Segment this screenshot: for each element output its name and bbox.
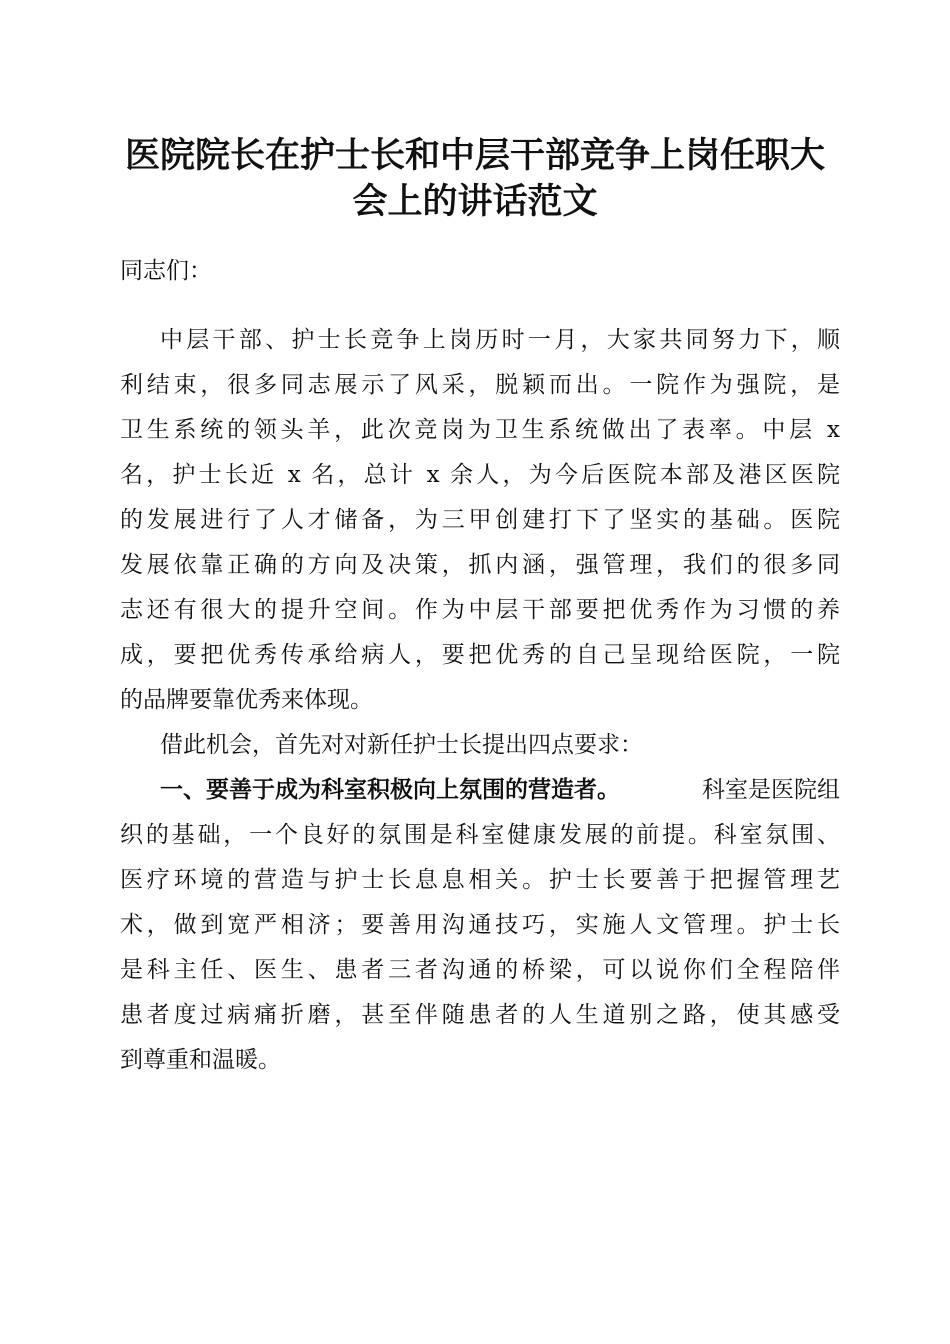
document-title-line-2: 会上的讲话范文: [352, 181, 598, 222]
paragraph-1-line: 发展依靠正确的方向及决策，抓内涵，强管理，我们的很多同: [120, 552, 840, 578]
salutation: 同志们：: [120, 258, 212, 284]
paragraph-2: 借此机会，首先对对新任护士长提出四点要求：: [160, 732, 643, 758]
section-1-first-line: [160, 775, 840, 805]
paragraph-1-line: 的发展进行了人才储备，为三甲创建打下了坚实的基础。医院: [120, 507, 840, 533]
section-1-line: 术，做到宽严相济；要善用沟通技巧，实施人文管理。护士长: [120, 912, 840, 938]
section-1-line: 是科主任、医生、患者三者沟通的桥梁，可以说你们全程陪伴: [120, 957, 840, 983]
section-1-line: 织的基础，一个良好的氛围是科室健康发展的前提。科室氛围、: [120, 822, 840, 848]
paragraph-1-line: 中层干部、护士长竞争上岗历时一月，大家共同努力下，顺: [160, 327, 840, 353]
section-1-line: 患者度过病痛折磨，甚至伴随患者的人生道别之路，使其感受: [120, 1002, 840, 1028]
section-1-first-line-text: 科室是医院组: [702, 777, 840, 803]
section-1-line: 医疗环境的营造与护士长息息相关。护士长要善于把握管理艺: [120, 867, 840, 893]
paragraph-1-line: 利结束，很多同志展示了风采，脱颖而出。一院作为强院，是: [120, 372, 840, 398]
paragraph-1-line: 卫生系统的领头羊，此次竞岗为卫生系统做出了表率。中层 x: [120, 417, 840, 443]
paragraph-1-line: 的品牌要靠优秀来体现。: [120, 687, 373, 713]
document-title-line-1: 医院院长在护士长和中层干部竞争上岗任职大: [124, 135, 825, 176]
paragraph-1-line: 成，要把优秀传承给病人，要把优秀的自己呈现给医院，一院: [120, 642, 840, 668]
paragraph-1-line: 名，护士长近 x 名，总计 x 余人，为今后医院本部及港区医院: [120, 462, 840, 488]
section-1-heading: 一、要善于成为科室积极向上氛围的营造者。: [160, 777, 620, 803]
paragraph-1-line: 志还有很大的提升空间。作为中层干部要把优秀作为习惯的养: [120, 597, 840, 623]
section-1-line: 到尊重和温暖。: [120, 1047, 281, 1073]
